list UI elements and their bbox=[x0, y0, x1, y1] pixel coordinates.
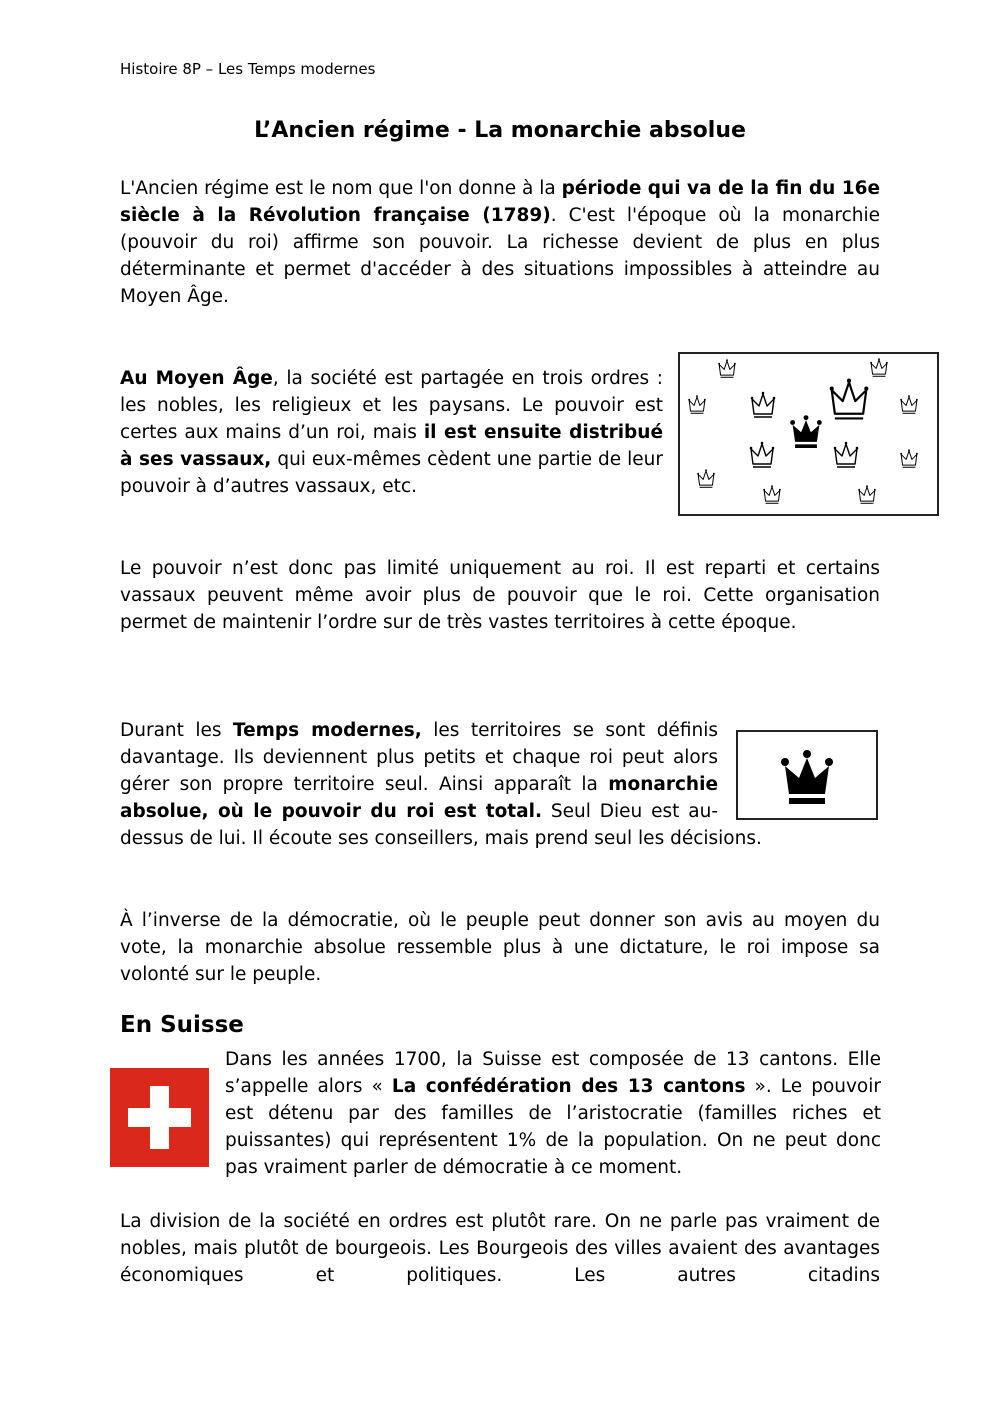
section-heading-suisse: En Suisse bbox=[120, 1012, 244, 1038]
moyen-age-paragraph bbox=[120, 365, 663, 500]
suisse-paragraph-1 bbox=[225, 1046, 881, 1181]
crown-icon bbox=[688, 394, 706, 414]
crown-icon bbox=[900, 448, 918, 468]
crown-icon bbox=[748, 440, 776, 468]
crown-icon bbox=[822, 376, 876, 420]
democratie-paragraph bbox=[120, 907, 880, 988]
pouvoir-paragraph bbox=[120, 555, 880, 636]
temps-modernes-text-e: Seul Dieu est au-dessus de lui. Il écoute ses conseillers, mais prend seul les décisions. bbox=[120, 801, 762, 849]
intro-text-c: . C'est l'époque où la monarchie (pouvoir du roi) affirme son pouvoir. La richesse devient de plus en plus déterminante et permet d'accéder à des situations impossibles à atteindre au Moyen Âge. bbox=[120, 205, 881, 307]
moyen-age-bold: Au Moyen Âge bbox=[120, 368, 273, 389]
crown-solid-icon bbox=[788, 414, 824, 448]
monarchie-absolue-bold: monarchie absolue, où le pouvoir du roi est total. bbox=[120, 774, 718, 822]
temps-modernes-text-c: les territoires se sont définis davantage. Ils deviennent plus petits et chaque roi peut alors gérer son propre territoire seul. Ainsi apparaît la bbox=[120, 720, 718, 795]
swiss-flag-icon bbox=[110, 1068, 209, 1167]
crown-icon bbox=[748, 390, 778, 418]
pouvoir-text: Le pouvoir n’est donc pas limité uniquement au roi. Il est reparti et certains vassaux peuvent même avoir plus de pouvoir que le roi. Cette organisation permet de maintenir l’ordre sur de très vastes territoires à cette époque. bbox=[120, 558, 880, 633]
democratie-text: À l’inverse de la démocratie, où le peuple peut donner son avis au moyen du vote, la monarchie absolue ressemble plus à une dictature, le roi impose sa volonté sur le peuple. bbox=[120, 910, 880, 985]
confederation-bold: La confédération des 13 cantons bbox=[391, 1076, 746, 1097]
temps-modernes-text-a: Durant les bbox=[120, 720, 233, 741]
crown-solid-icon bbox=[775, 748, 839, 804]
page-title: L’Ancien régime - La monarchie absolue bbox=[254, 118, 746, 143]
intro-paragraph bbox=[120, 175, 880, 310]
crown-icon bbox=[858, 484, 876, 504]
moyen-age-text-b: , la société est partagée en trois ordres : les nobles, les religieux et les paysans. Le pouvoir est certes aux mains d’un roi, mais bbox=[120, 368, 663, 443]
vassaux-bold: il est ensuite distribué à ses vassaux, bbox=[120, 422, 663, 470]
suisse-text-2: La division de la société en ordres est plutôt rare. On ne parle pas vraiment de nobles, mais plutôt de bourgeois. Les Bourgeois des villes avaient des avantages économiques et politiques. Les autres citadins bbox=[120, 1211, 880, 1286]
crown-icon bbox=[870, 357, 888, 377]
absolute-crown-figure bbox=[736, 730, 878, 820]
crown-icon bbox=[832, 440, 860, 468]
intro-text-a: L'Ancien régime est le nom que l'on donne à la bbox=[120, 178, 562, 199]
temps-modernes-bold: Temps modernes, bbox=[232, 720, 422, 741]
crown-icon bbox=[697, 468, 715, 488]
moyen-age-text-d: qui eux-mêmes cèdent une partie de leur pouvoir à d’autres vassaux, etc. bbox=[120, 449, 663, 497]
feudal-crowns-figure bbox=[678, 352, 939, 516]
suisse-text-a: Dans les années 1700, la Suisse est composée de 13 cantons. Elle s’appelle alors « bbox=[225, 1049, 881, 1097]
crown-icon bbox=[900, 394, 918, 414]
crown-icon bbox=[718, 358, 736, 378]
suisse-text-c: ». Le pouvoir est détenu par des familles de l’aristocratie (familles riches et puissantes) qui représentent 1% de la population. On ne peut donc pas vraiment parler de démocratie à ce moment. bbox=[225, 1076, 881, 1178]
suisse-paragraph-2 bbox=[120, 1208, 880, 1289]
page-header: Histoire 8P – Les Temps modernes bbox=[120, 60, 376, 78]
crown-icon bbox=[763, 484, 781, 504]
intro-text-bold: période qui va de la fin du 16e siècle à la Révolution française (1789) bbox=[120, 178, 880, 226]
